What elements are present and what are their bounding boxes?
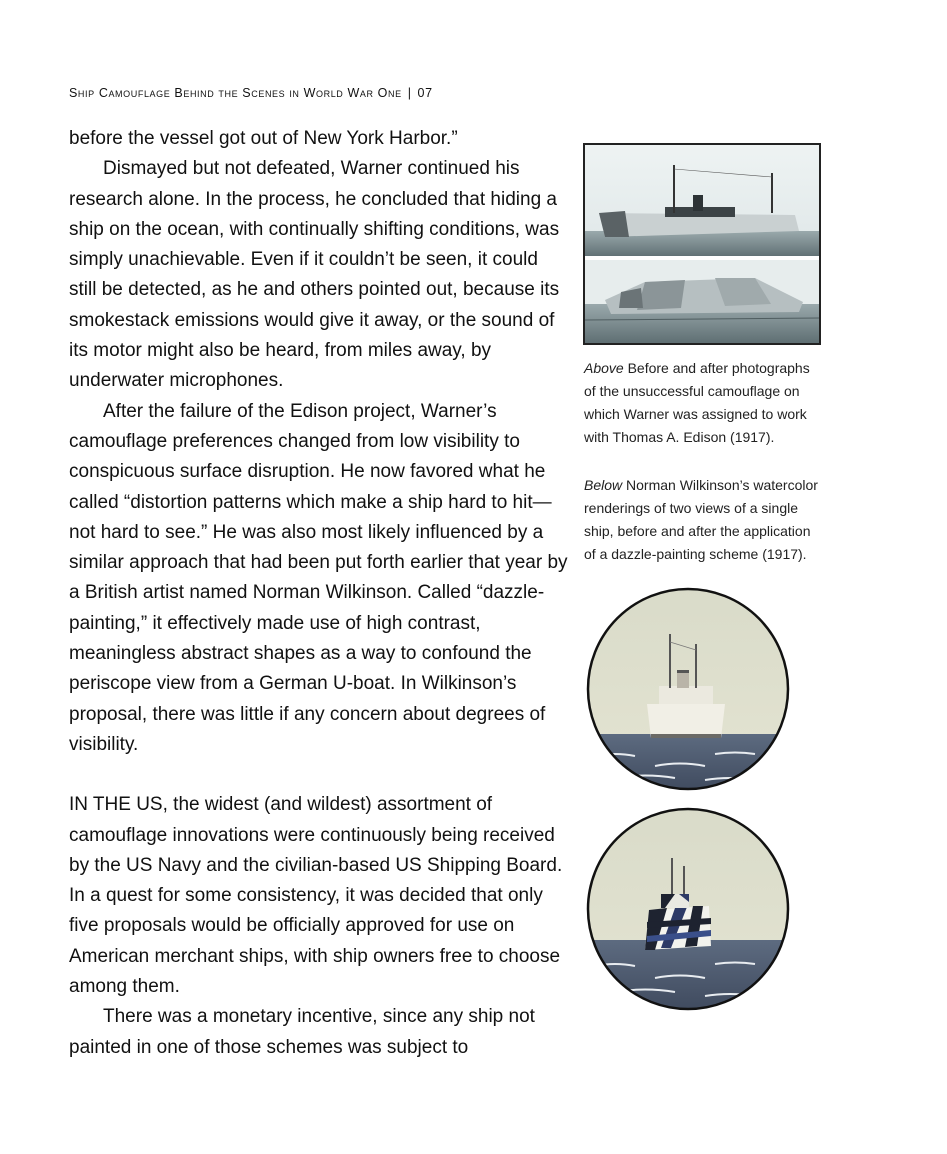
watercolor-ship-before xyxy=(585,586,791,792)
running-header xyxy=(69,86,433,100)
body-text xyxy=(69,124,569,1063)
caption-above-lead: Above xyxy=(584,360,624,376)
photo-after xyxy=(585,260,819,343)
running-title: Ship Camouflage Behind the Scenes in World War One xyxy=(69,86,402,100)
watercolor-ship-dazzle xyxy=(585,806,791,1012)
paragraph-dismayed: Dismayed but not defeated, Warner continued his research alone. In the process, he concluded that hiding a ship on the ocean, with continually shifting conditions, was simply unachievable. Even if it couldn’t be seen, it could still be detected, as he and others pointed out, because its smokestack emissions would give it away, or the sound of its motor might also be heard, from miles away, by underwater microphones. xyxy=(69,158,560,392)
paragraph-monetary-incentive: There was a monetary incentive, since any ship not painted in one of those schemes was subject to xyxy=(69,1006,535,1058)
caption-above-text: Before and after photographs of the unsuccessful camouflage on which Warner was assigned to work with Thomas A. Edison (1917). xyxy=(584,360,810,445)
caption-above xyxy=(584,357,824,449)
before-after-photographs xyxy=(583,143,821,345)
page-number: 07 xyxy=(417,86,433,100)
photograph-pair xyxy=(585,145,819,343)
paragraph-edison-failure: After the failure of the Edison project, Warner’s camouflage preferences changed from low visibility to conspicuous surface disruption. He now favored what he called “distortion patterns which make a ship hard to hit—not hard to see.” He was also most likely influenced by a similar approach that had been put forth earlier that year by a British artist named Norman Wilkinson. Called “dazzle-painting,” it effectively made use of high contrast, meaningless abstract shapes as a way to confound the periscope view from a German U-boat. In Wilkinson’s proposal, there was little if any concern about degrees of visibility. xyxy=(69,400,568,755)
caption-below-lead: Below xyxy=(584,477,623,493)
photo-before xyxy=(585,145,819,260)
paragraph-continued: before the vessel got out of New York Harbor.” xyxy=(69,128,458,149)
caption-below-text: Norman Wilkinson’s watercolor renderings of two views of a single ship, before and after the application of a dazzle-painting scheme (1917). xyxy=(584,477,818,562)
caption-below xyxy=(584,474,824,566)
header-separator: | xyxy=(407,86,412,100)
paragraph-in-the-us: IN THE US, the widest (and wildest) assortment of camouflage innovations were continuously being received by the US Navy and the civilian-based US Shipping Board. In a quest for some consistency, it was decided that only five proposals would be officially approved for use on American merchant ships, with ship owners free to choose among them. xyxy=(69,794,563,998)
